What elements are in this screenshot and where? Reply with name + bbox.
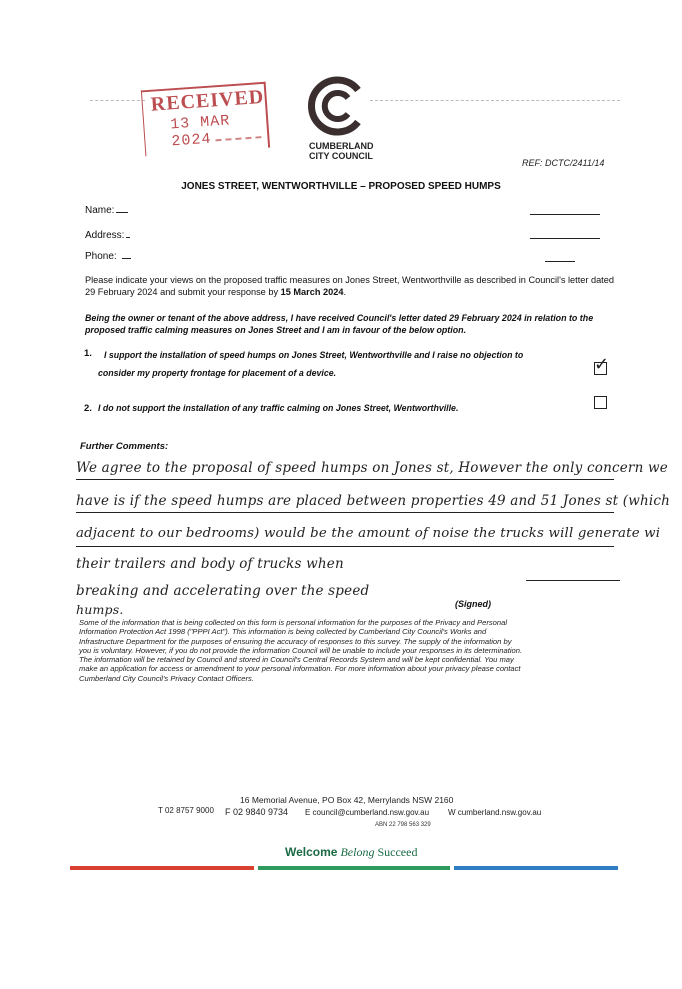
footer-bar-red [70,866,254,870]
signed-label: (Signed) [455,599,491,609]
handwritten-line-4: their trailers and body of trucks when [76,556,344,572]
intro-deadline: 15 March 2024 [280,287,344,297]
signature-line [526,580,620,581]
handwritten-line-5: breaking and accelerating over the speed [76,583,370,599]
footer-fax: F 02 9840 9734 [225,807,289,817]
stamp-word: RECEIVED [150,85,265,116]
address-blank[interactable] [126,237,130,238]
top-divider-left [90,100,145,101]
privacy-line-7: Cumberland City Council's Privacy Contact Officers. [79,673,254,683]
option-2-checkbox[interactable] [594,396,607,409]
footer-bar-green [258,866,450,870]
cumberland-logo-icon [306,76,366,136]
comment-rule-3 [76,546,614,547]
received-stamp [141,82,270,157]
handwritten-line-1: We agree to the proposal of speed humps on Jones st, However the only concern we [76,460,668,476]
address-line [530,238,600,239]
reference-number: REF: DCTC/2411/14 [522,158,605,168]
comment-rule-1 [76,479,614,480]
intro-part-1: Please indicate your views on the proposed traffic measures on Jones Street, Wentworthville as described in Council's letter dated 29 February 2024 and submit your response by [85,275,614,297]
tagline-succeed: Succeed [377,845,418,859]
privacy-line-2: Information Protection Act 1998 ("PPPI Act"). This information is being collected by Cumberland City Council's Works and [79,627,487,637]
option-1-line-1: I support the installation of speed humps on Jones Street, Wentworthville and I raise no objection to [104,350,524,360]
tagline-belong: Belong [340,845,375,859]
footer-web[interactable]: W cumberland.nsw.gov.au [448,808,542,817]
option-1-checkbox[interactable] [594,354,610,375]
top-divider-right [370,100,620,101]
logo-line-2: CITY COUNCIL [309,151,373,161]
privacy-line-6: make an application for access or amendment to your personal information. For more information about your privacy please contact [79,664,521,674]
option-2-line-1: I do not support the installation of any traffic calming on Jones Street, Wentworthville. [98,403,459,413]
option-2-number: 2. [84,403,92,414]
address-field [85,230,130,241]
handwritten-line-3: adjacent to our bedrooms) would be the amount of noise the trucks will generate wi [76,526,661,541]
checkmark-icon: ✓ [594,354,610,375]
name-blank[interactable] [116,212,128,213]
address-label: Address: [85,230,125,241]
further-comments-label: Further Comments: [80,441,169,452]
form-title: JONES STREET, WENTWORTHVILLE – PROPOSED SPEED HUMPS [181,181,501,192]
handwritten-line-2: have is if the speed humps are placed between properties 49 and 51 Jones st (which [76,493,671,509]
intro-part-2: . [343,287,346,297]
stamp-date: 13 MAR 2024 [169,112,231,151]
footer-bar-blue [454,866,618,870]
intro-paragraph [85,274,623,298]
footer-address: 16 Memorial Avenue, PO Box 42, Merrylands NSW 2160 [240,795,454,805]
name-label: Name: [85,205,115,216]
council-logo-text [309,141,374,161]
phone-line [545,261,575,262]
footer-tagline [285,845,417,860]
phone-field [85,251,131,262]
footer-phone: T 02 8757 9000 [158,806,214,815]
name-field [85,205,128,216]
option-1-number: 1. [84,348,92,359]
phone-label: Phone: [85,251,117,262]
declaration-paragraph: Being the owner or tenant of the above address, I have received Council's letter dated 29 February 2024 in relation to the proposed traffic calming measures on Jones Street and I am in favour of the below option. [85,313,594,335]
phone-blank[interactable] [122,258,131,259]
tagline-welcome: Welcome [285,845,338,859]
logo-line-1: CUMBERLAND [309,141,374,151]
footer-email[interactable]: E council@cumberland.nsw.gov.au [305,808,430,817]
handwritten-line-6: humps. [76,602,124,617]
privacy-line-4: you is voluntary. However, if you do not provide the information Council will be unable to include your responses in its determination. [79,645,523,655]
option-1-line-2: consider my property frontage for placement of a device. [98,368,337,378]
privacy-notice [79,618,639,683]
privacy-line-3: Infrastructure Department for the purposes of ensuring the accuracy of responses to this survey. The supply of the information by [79,636,512,646]
name-line [530,214,600,215]
privacy-line-5: The information will be retained by Council and stored in Council's Central Records System and will be kept confidential. You may [79,655,514,665]
footer-abn: ABN 22 798 563 329 [375,822,431,828]
privacy-line-1: Some of the information that is being collected on this form is personal information for the purposes of the Privacy and Personal [79,618,508,627]
comment-rule-2 [76,512,614,513]
